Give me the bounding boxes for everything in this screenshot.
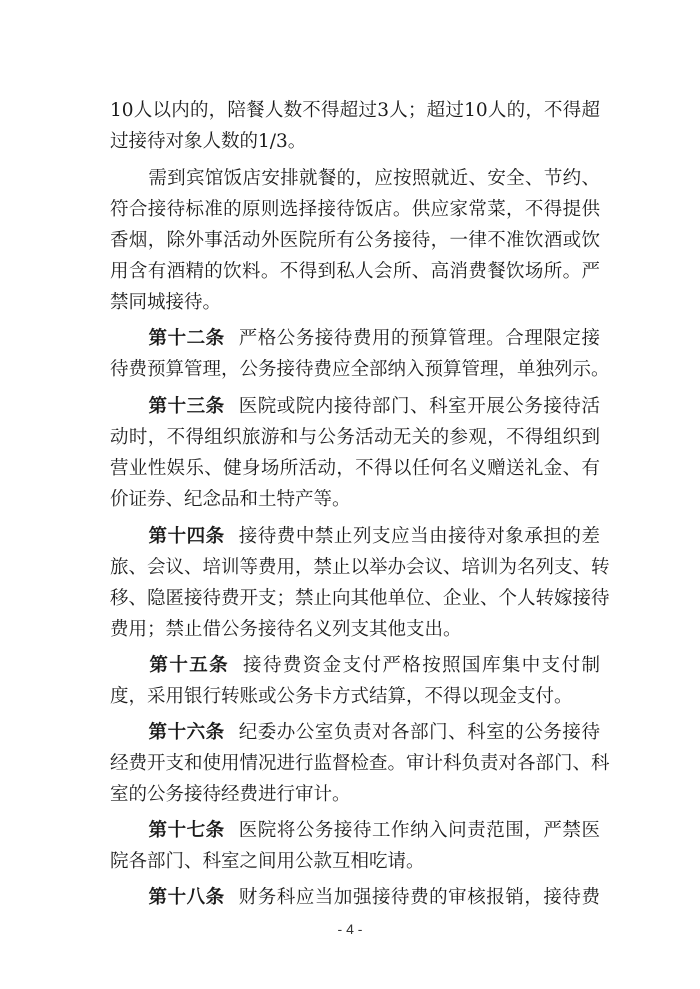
text-line: [110, 654, 600, 678]
text-line: 待费预算管理，公务接待费应全部纳入预算管理，单独列示。: [110, 359, 610, 380]
text-line: [110, 886, 600, 910]
text-line-content: 财务科应当加强接待费的审核报销，接待费: [238, 887, 600, 908]
text-line: 符合接待标准的原则选择接待饭店。供应家常菜，不得提供: [110, 199, 600, 220]
text-line-content: 医院将公务接待工作纳入问责范围，严禁医: [238, 820, 600, 841]
text-line: 旅、会议、培训等费用，禁止以举办会议、培训为名列支、转: [110, 557, 610, 578]
article-heading: 第十六条: [148, 722, 225, 743]
text-line: 室的公务接待经费进行审计。: [110, 784, 351, 805]
text-line: [110, 167, 600, 191]
text-line: 禁同城接待。: [110, 292, 222, 313]
article-heading: 第十三条: [148, 396, 225, 417]
text-line: 用含有酒精的饮料。不得到私人会所、高消费餐饮场所。严: [110, 261, 600, 282]
text-line: 10人以内的，陪餐人数不得超过3人；超过10人的，不得超: [110, 100, 600, 121]
text-line: [110, 721, 600, 745]
text-line: 过接待对象人数的1/3。: [110, 131, 307, 152]
text-line-content: 需到宾馆饭店安排就餐的，应按照就近、安全、节约、: [148, 168, 600, 189]
text-line: 营业性娱乐、健身场所活动，不得以任何名义赠送礼金、有: [110, 458, 600, 479]
article-heading: 第十二条: [148, 328, 225, 349]
text-line: [110, 525, 600, 549]
text-line: [110, 327, 600, 351]
text-line: 费用；禁止借公务接待名义列支其他支出。: [110, 619, 462, 640]
text-line-content: 接待费资金支付严格按照国库集中支付制: [243, 655, 600, 676]
text-line-content: 严格公务接待费用的预算管理。合理限定接: [238, 328, 600, 349]
text-line: 移、隐匿接待费开支；禁止向其他单位、企业、个人转嫁接待: [110, 588, 610, 609]
text-line-content: 纪委办公室负责对各部门、科室的公务接待: [238, 722, 600, 743]
text-line: 香烟，除外事活动外医院所有公务接待，一律不准饮酒或饮: [110, 230, 600, 251]
text-line: [110, 395, 600, 419]
text-line-content: 医院或院内接待部门、科室开展公务接待活: [238, 396, 600, 417]
text-line: 经费开支和使用情况进行监督检查。审计科负责对各部门、科: [110, 753, 610, 774]
article-heading: 第十七条: [148, 820, 225, 841]
article-heading: 第十五条: [148, 655, 230, 676]
text-line: 院各部门、科室之间用公款互相吃请。: [110, 851, 425, 872]
article-heading: 第十八条: [148, 887, 225, 908]
text-line: 动时，不得组织旅游和与公务活动无关的参观，不得组织到: [110, 427, 600, 448]
page-number: - 4 -: [337, 921, 363, 937]
text-line: [110, 819, 600, 843]
text-line: 度，采用银行转账或公务卡方式结算，不得以现金支付。: [110, 686, 573, 707]
text-line-content: 接待费中禁止列支应当由接待对象承担的差: [238, 526, 600, 547]
article-heading: 第十四条: [148, 526, 225, 547]
text-line: 价证券、纪念品和土特产等。: [110, 489, 351, 510]
